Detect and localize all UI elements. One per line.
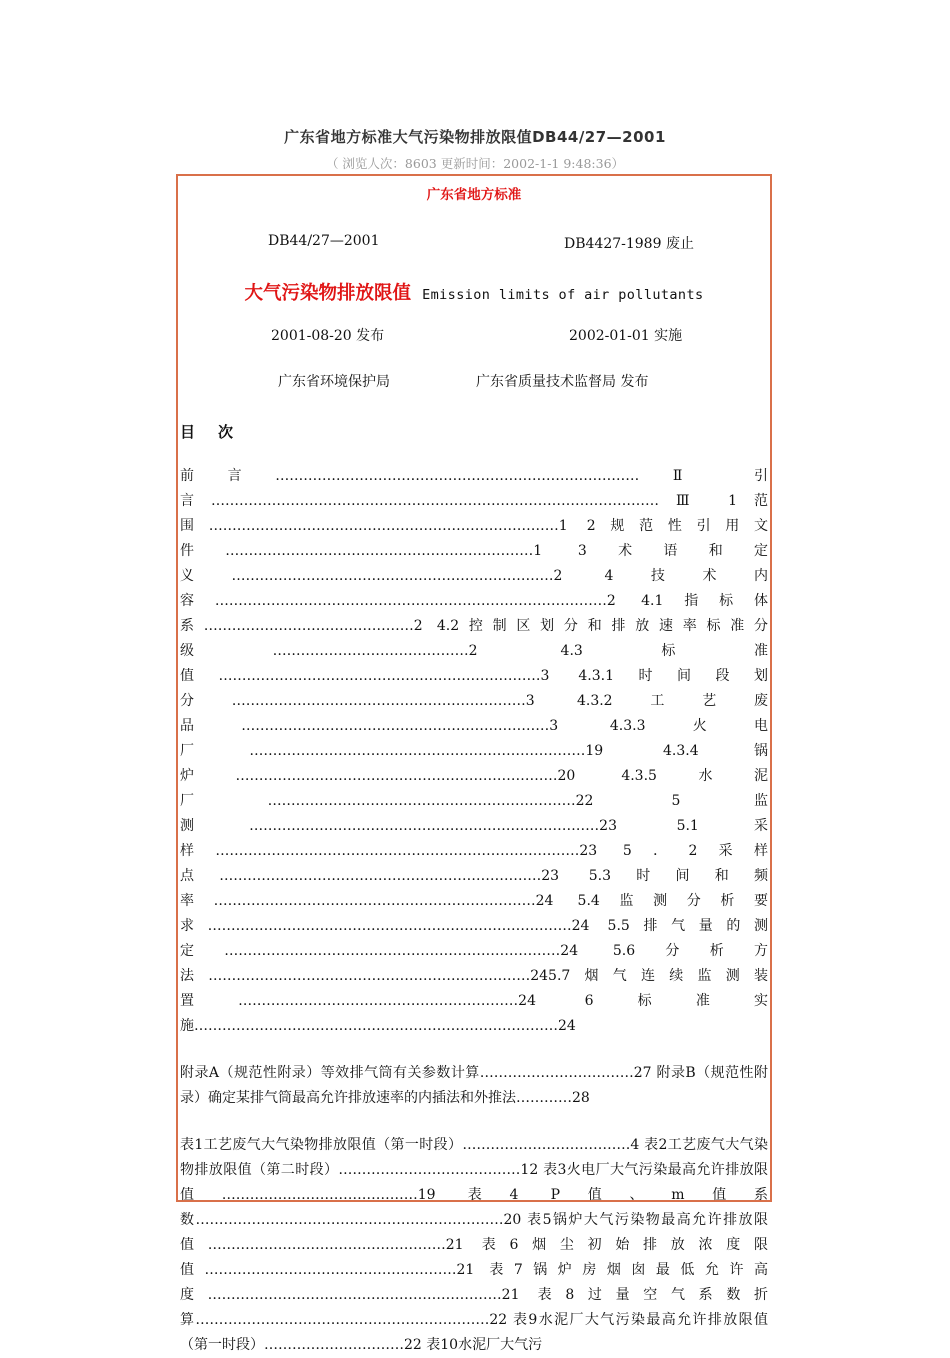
toc-heading: 目 次 <box>180 423 238 441</box>
toc-text: 前言……………………………………………………………………Ⅱ 引言……………………………………………………………………………………Ⅲ 1范围…………………………………………………………………1 2规范性引用文件…………………………………………………………1 3术语和定义……………………………………………………………2 4技术内容…………………………………………………………………………2 4.1指标体系………………………………………2 4.2控制区划分和排放速率标准分级……………………………………2 4.3标准值……………………………………………………………3 4.3.1时间段划分………………………………………………………3 4.3.2工艺废品…………………………………………………………3 4.3.3火电厂………………………………………………………………19 4.3.4锅炉……………………………………………………………20 4.3.5水泥厂…………………………………………………………22 5监测…………………………………………………………………23 5.1采样……………………………………………………………………23 5．2采样点……………………………………………………………23 5.3时间和频率……………………………………………………………24 5.4监测分析要求……………………………………………………………………24 5.5排气量的测定………………………………………………………………24 5.6分析方法……………………………………………………………245.7烟气连续监测装置……………………………………………………24 6标准实施……………………………………………………………………24 <box>180 468 768 1034</box>
standard-codes-row <box>180 233 768 257</box>
organizations-row <box>180 371 768 395</box>
standard-code: DB44/27—2001 <box>268 233 380 249</box>
issuing-org-2: 广东省质量技术监督局 发布 <box>476 374 649 390</box>
standard-title-cn: 大气污染物排放限值 <box>244 283 411 304</box>
dates-row <box>180 325 768 349</box>
standard-title-en: Emission limits of air pollutants <box>422 287 704 303</box>
content-frame <box>176 174 772 1353</box>
page-title: 广东省地方标准大气污染物排放限值DB44/27—2001 <box>284 128 666 146</box>
issuing-org-1: 广东省环境保护局 <box>278 374 390 390</box>
appendix-text: 附录A（规范性附录）等效排气筒有关参数计算……………………………27 附录B（规范性附录）确定某排气筒最高允许排放速率的内插法和外推法…………28 <box>180 1065 768 1106</box>
standard-label: 广东省地方标准 <box>426 187 522 203</box>
standard-title <box>180 279 768 309</box>
implement-date: 2002-01-01 实施 <box>569 328 683 344</box>
content-body <box>180 178 768 1358</box>
replaced-standard: DB4427-1989 废止 <box>564 236 694 252</box>
page-meta: （ 浏览人次：8603 更新时间：2002-1-1 9:48:36） <box>325 156 625 171</box>
issue-date: 2001-08-20 发布 <box>271 328 385 344</box>
tables-text: 表1工艺废气大气染物排放限值（第一时段）………………………………4 表2工艺废气大气染物排放限值（第二时段）…………………………………12 表3火电厂大气污染最高允许排放限值……………………………………19 表4 P值、m值系数…………………………………………………………20 表5锅炉大气污染物最高允许排放限值……………………………………………21 表6烟尘初始排放浓度限值………………………………………………21 表7锅炉房烟囱最低允许高度………………………………………………………21 表8过量空气系数折算………………………………………………………22 表9水泥厂大气污染最高允许排放限值（第一时段）…………………………22 表10水泥厂大气污 <box>180 1137 768 1353</box>
